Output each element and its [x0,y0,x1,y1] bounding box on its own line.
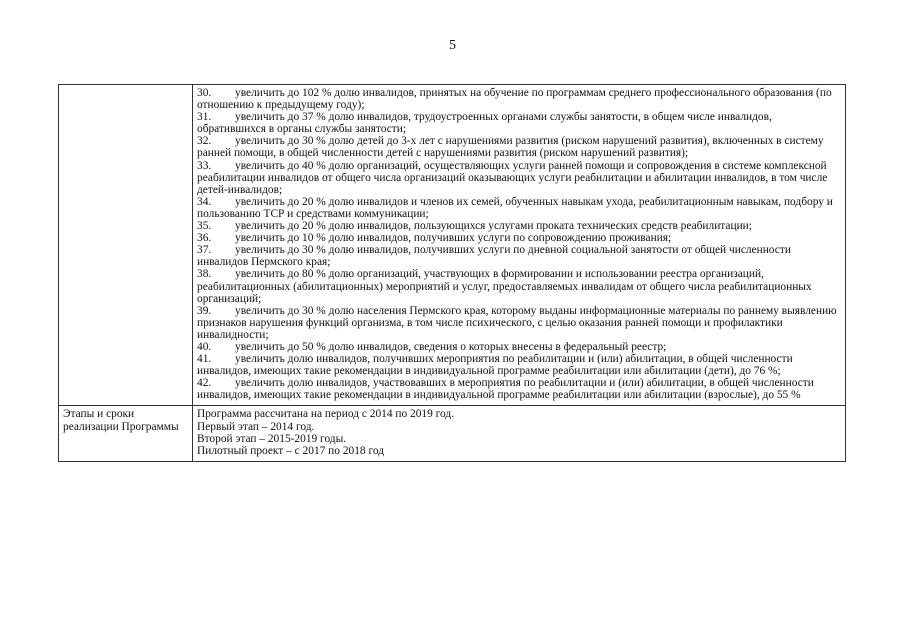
list-item [197,353,841,377]
item-number: 38. [197,268,212,281]
stages-list [197,408,841,456]
table-row-goals [59,85,846,406]
table-row-stages [59,406,846,461]
stage-line: Первый этап – 2014 год. [197,420,315,433]
list-item [197,232,841,244]
item-number: 39. [197,304,212,317]
item-number: 37. [197,244,212,257]
item-text: увеличить долю инвалидов, участвовавших в мероприятия по реабилитации и (или) абилитации, в общей численности инвалидов, имеющих такие рекомендации в индивидуальной программе реабилитации или абилитации (взрослые), до 55 % [197,377,814,402]
goals-label-cell [59,85,193,406]
item-text: увеличить до 50 % долю инвалидов, сведения о которых внесены в федеральный реестр; [235,340,667,353]
list-item [197,87,841,111]
page-number: 5 [449,38,456,53]
item-number: 31. [197,111,212,124]
list-item [197,196,841,220]
item-text: увеличить до 102 % долю инвалидов, принятых на обучение по программам среднего профессионального образования (по отношению к предыдущему году); [197,87,832,112]
item-number: 34. [197,195,212,208]
item-text: увеличить до 40 % долю организаций, осуществляющих услуги ранней помощи и сопровождения в системе комплексной реабилитации инвалидов от общего числа организаций оказывающих услуги реабилитации и абилитации инвалидов, в том числе детей-инвалидов; [197,159,828,196]
list-item [197,135,841,159]
item-number: 40. [197,340,212,353]
item-text: увеличить до 30 % долю населения Пермского края, которому выданы информационные материалы по раннему выявлению признаков нарушения функций организма, в том числе психического, с целью оказания ранней помощи и профилактики инвалидности; [197,304,837,341]
list-item [197,111,841,135]
list-item [197,160,841,196]
list-item [197,268,841,304]
item-number: 36. [197,232,212,245]
item-text: увеличить до 30 % долю детей до 3-х лет с нарушениями развития (риском нарушений развития), включенных в систему ранней помощи, в общей численности детей с нарушениями развития (риском нарушений развития); [197,135,824,160]
stages-label-cell: Этапы и сроки реализации Программы [59,406,193,461]
item-text: увеличить долю инвалидов, получивших мероприятия по реабилитации и (или) абилитации, в общей численности инвалидов, имеющих такие рекомендации в индивидуальной программе реабилитации или абилитации (дети), до 76 %; [197,353,793,378]
stage-line: Программа рассчитана на период с 2014 по 2019 год. [197,408,455,421]
list-item [197,377,841,401]
item-text: увеличить до 37 % долю инвалидов, трудоустроенных органами службы занятости, в общем числе инвалидов, обратившихся в органы службы занятости; [197,111,772,136]
item-text: увеличить до 30 % долю инвалидов, получивших услуги по дневной социальной занятости от общей численности инвалидов Пермского края; [197,244,791,269]
goals-list [197,87,841,401]
goals-content-cell [193,85,846,406]
list-item [197,341,841,353]
item-number: 33. [197,159,212,172]
stage-line: Второй этап – 2015-2019 годы. [197,432,347,445]
item-number: 30. [197,87,212,99]
item-text: увеличить до 20 % долю инвалидов и членов их семей, обученных навыкам ухода, реабилитационным навыкам, подбору и пользованию ТСР и средствами коммуникации; [197,195,833,220]
item-text: увеличить до 10 % долю инвалидов, получивших услуги по сопровождению проживания; [235,232,672,245]
list-item [197,244,841,268]
program-passport-table [58,84,846,462]
item-number: 41. [197,353,212,366]
stages-content-cell [193,406,846,461]
item-text: увеличить до 20 % долю инвалидов, пользующихся услугами проката технических средств реабилитации; [235,220,752,233]
list-item [197,305,841,341]
item-number: 35. [197,220,212,233]
stage-line: Пилотный проект – с 2017 по 2018 год [197,444,385,457]
item-number: 32. [197,135,212,148]
list-item [197,220,841,232]
item-number: 42. [197,377,212,390]
item-text: увеличить до 80 % долю организаций, участвующих в формировании и использовании реестра организаций, реабилитационных (абилитационных) мероприятий и услуг, предоставляемых инвалидам от общего числа реабилитационных организаций; [197,268,812,305]
